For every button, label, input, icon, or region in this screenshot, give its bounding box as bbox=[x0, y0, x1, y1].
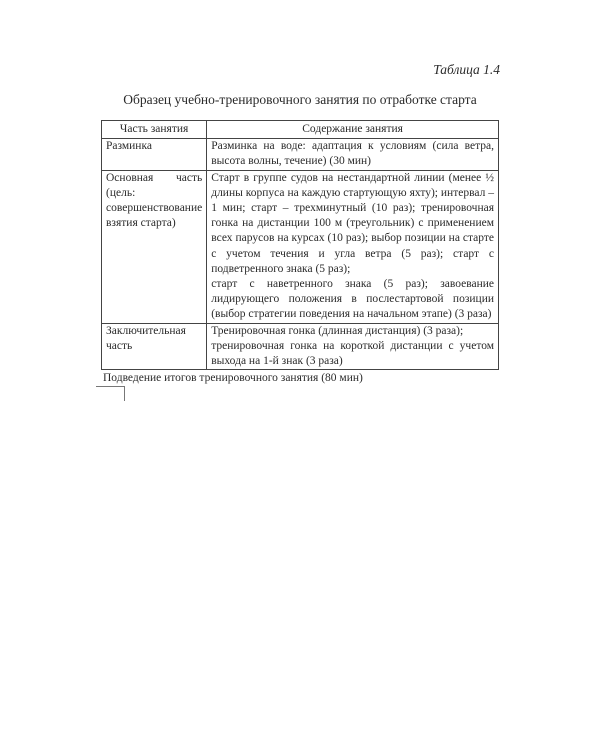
row-content-cell bbox=[207, 139, 499, 170]
row-content-cell bbox=[207, 170, 499, 323]
table-row bbox=[102, 170, 499, 323]
row-content-text: Старт в группе судов на нестандартной линии (менее ½ длины корпуса на каждую стартующую яхту); интервал – 1 мин; старт – трехминутный (10 раз); тренировочная гонка на дистанции 100 м (треугольник) с применением всех парусов на курсах (10 раз); выбор позиции на старте с учетом течения и угла ветра (5 раз); старт с подветренного знака (5 раз); старт с наветренного знака (5 раз); завоевание лидирующего положения в послестартовой позиции (выбор стратегии поведения на начальном этапе) (3 раза) bbox=[211, 171, 494, 321]
row-content-text: Тренировочная гонка (длинная дистанция) (3 раза); тренировочная гонка на короткой дистанции с учетом выхода на 1-й знак (3 раза) bbox=[211, 324, 494, 368]
footer-corner-mark bbox=[96, 386, 125, 401]
training-session-table bbox=[101, 120, 499, 370]
header-part: Часть занятия bbox=[102, 121, 207, 139]
table-row bbox=[102, 323, 499, 370]
row-part-text: Заключительная часть bbox=[106, 324, 186, 352]
header-content: Содержание занятия bbox=[207, 121, 499, 139]
row-content-text: Разминка на воде: адаптация к условиям (сила ветра, высота волны, течение) (30 мин) bbox=[211, 140, 494, 168]
row-part-cell bbox=[102, 323, 207, 370]
table-header-row bbox=[102, 121, 499, 139]
row-part-cell bbox=[102, 139, 207, 170]
table-title: Образец учебно-тренировочного занятия по отработке старта bbox=[123, 92, 477, 107]
row-part-cell bbox=[102, 170, 207, 323]
row-part-text: Основная часть (цель: совершенствование взятия старта) bbox=[106, 171, 203, 230]
row-part-text: Разминка bbox=[106, 140, 152, 153]
row-content-cell bbox=[207, 323, 499, 370]
table-number: Таблица 1.4 bbox=[433, 62, 500, 77]
footer-note: Подведение итогов тренировочного занятия (80 мин) bbox=[103, 372, 363, 384]
table-row bbox=[102, 139, 499, 170]
